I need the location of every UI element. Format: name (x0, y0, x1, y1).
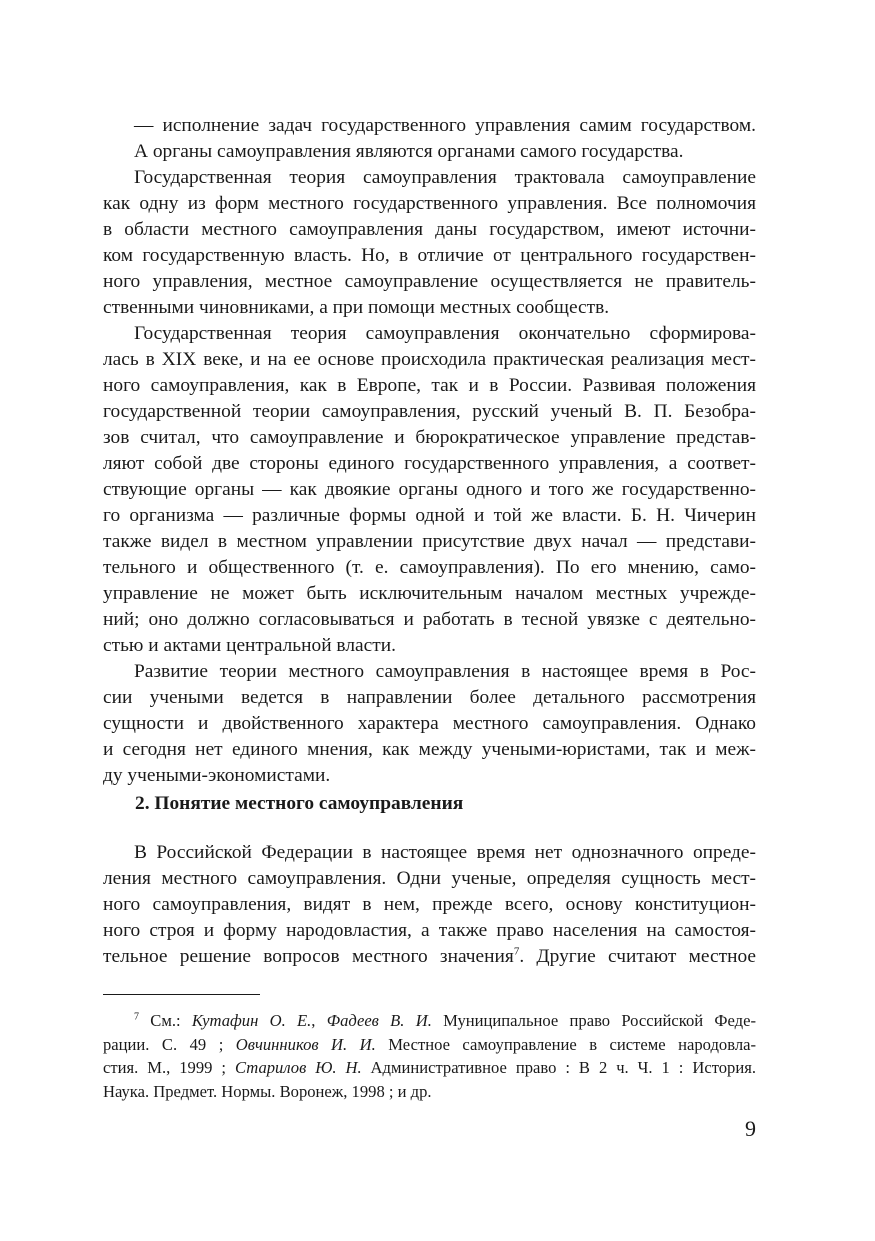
footnote-reference[interactable]: 7 (513, 945, 520, 958)
section-heading: 2. Понятие местного самоуправления (135, 793, 464, 814)
text-line: также видел в местном управлении присутствие двух начал — представи- (103, 531, 756, 552)
author-name: Фадеев В. И. (326, 1011, 432, 1030)
text-line: го организма — различные формы одной и той же власти. Б. Н. Чичерин (103, 505, 756, 526)
text-line: тельного и общественного (т. е. самоуправления). По его мнению, само- (103, 557, 756, 578)
text-span: См.: (139, 1011, 192, 1030)
body-text-part-1 (103, 113, 756, 789)
footnote-line (103, 1056, 756, 1080)
text-span: Муниципальное право Российской Феде- (431, 1011, 757, 1030)
footnote (103, 1009, 756, 1103)
text-line: ного самоуправления, видят в нем, прежде всего, основу конституцион- (103, 894, 756, 915)
text-line: управление не может быть исключительным началом местных учрежде- (103, 583, 756, 604)
text-line: — исполнение задач государственного управления самим государством. (134, 115, 756, 136)
text-span: . Другие считают местное (519, 946, 756, 967)
text-line: ду учеными-экономистами. (103, 765, 331, 786)
text-line: ствующие органы — как двоякие органы одного и того же государственно- (103, 479, 756, 500)
author-name: Овчинников И. И. (235, 1034, 376, 1054)
footnote-marker: 7 (134, 1011, 139, 1023)
text-span: , (311, 1011, 327, 1030)
page-number: 9 (745, 1116, 756, 1141)
text-line: ком государственную власть. Но, в отличие от центрального государствен- (103, 245, 756, 266)
text-span: стия. М., 1999 ; (103, 1058, 235, 1077)
text-line: ного управления, местное самоуправление осуществляется не правитель- (103, 271, 756, 292)
text-line: зов считал, что самоуправление и бюрократическое управление представ- (103, 427, 756, 448)
footnote-line: Наука. Предмет. Нормы. Воронеж, 1998 ; и др. (103, 1081, 432, 1101)
text-span: Местное самоуправление в системе народовла- (375, 1034, 756, 1054)
text-line: В Российской Федерации в настоящее время нет однозначного опреде- (134, 842, 756, 863)
text-line: ного самоуправления, как в Европе, так и в России. Развивая положения (103, 375, 756, 396)
text-line: и сегодня нет единого мнения, как между учеными-юристами, так и меж- (103, 739, 756, 760)
text-line: ний; оно должно согласовываться и работать в тесной увязке с деятельно- (103, 609, 756, 630)
text-line: стью и актами центральной власти. (103, 635, 396, 656)
text-line: сущности и двойственного характера местного самоуправления. Однако (103, 713, 756, 734)
text-span: рации. С. 49 ; (103, 1034, 236, 1054)
text-line: Государственная теория самоуправления трактовала самоуправление (134, 167, 756, 188)
text-line: ственными чиновниками, а при помощи местных сообществ. (103, 297, 610, 318)
text-line: Государственная теория самоуправления окончательно сформирова- (134, 323, 756, 344)
text-line: ляют собой две стороны единого государственного управления, а соответ- (103, 453, 756, 474)
text-line: Развитие теории местного самоуправления в настоящее время в Рос- (134, 661, 756, 682)
text-span: тельное решение вопросов местного значения (103, 946, 514, 967)
text-line: лась в XIX веке, и на ее основе происходила практическая реализация мест- (103, 349, 756, 370)
text-span: Административное право : В 2 ч. Ч. 1 : История. (361, 1058, 756, 1077)
text-line-with-footnote-ref (103, 944, 756, 970)
text-line: ного строя и форму народовластия, а также право населения на самостоя- (103, 920, 756, 941)
author-name: Кутафин О. Е. (191, 1011, 312, 1030)
author-name: Старилов Ю. Н. (234, 1058, 362, 1077)
text-line: ления местного самоуправления. Одни ученые, определяя сущность мест- (103, 868, 756, 889)
text-line: сии учеными ведется в направлении более детального рассмотрения (103, 687, 756, 708)
body-text-part-2 (103, 840, 756, 970)
footnote-line (103, 1009, 756, 1033)
footnote-line (103, 1033, 756, 1057)
text-line: А органы самоуправления являются органами самого государства. (134, 141, 684, 162)
text-line: государственной теории самоуправления, русский ученый В. П. Безобра- (103, 401, 756, 422)
text-line: как одну из форм местного государственного управления. Все полномочия (103, 193, 756, 214)
footnote-divider (103, 994, 260, 995)
text-line: в области местного самоуправления даны государством, имеют источни- (103, 219, 756, 240)
